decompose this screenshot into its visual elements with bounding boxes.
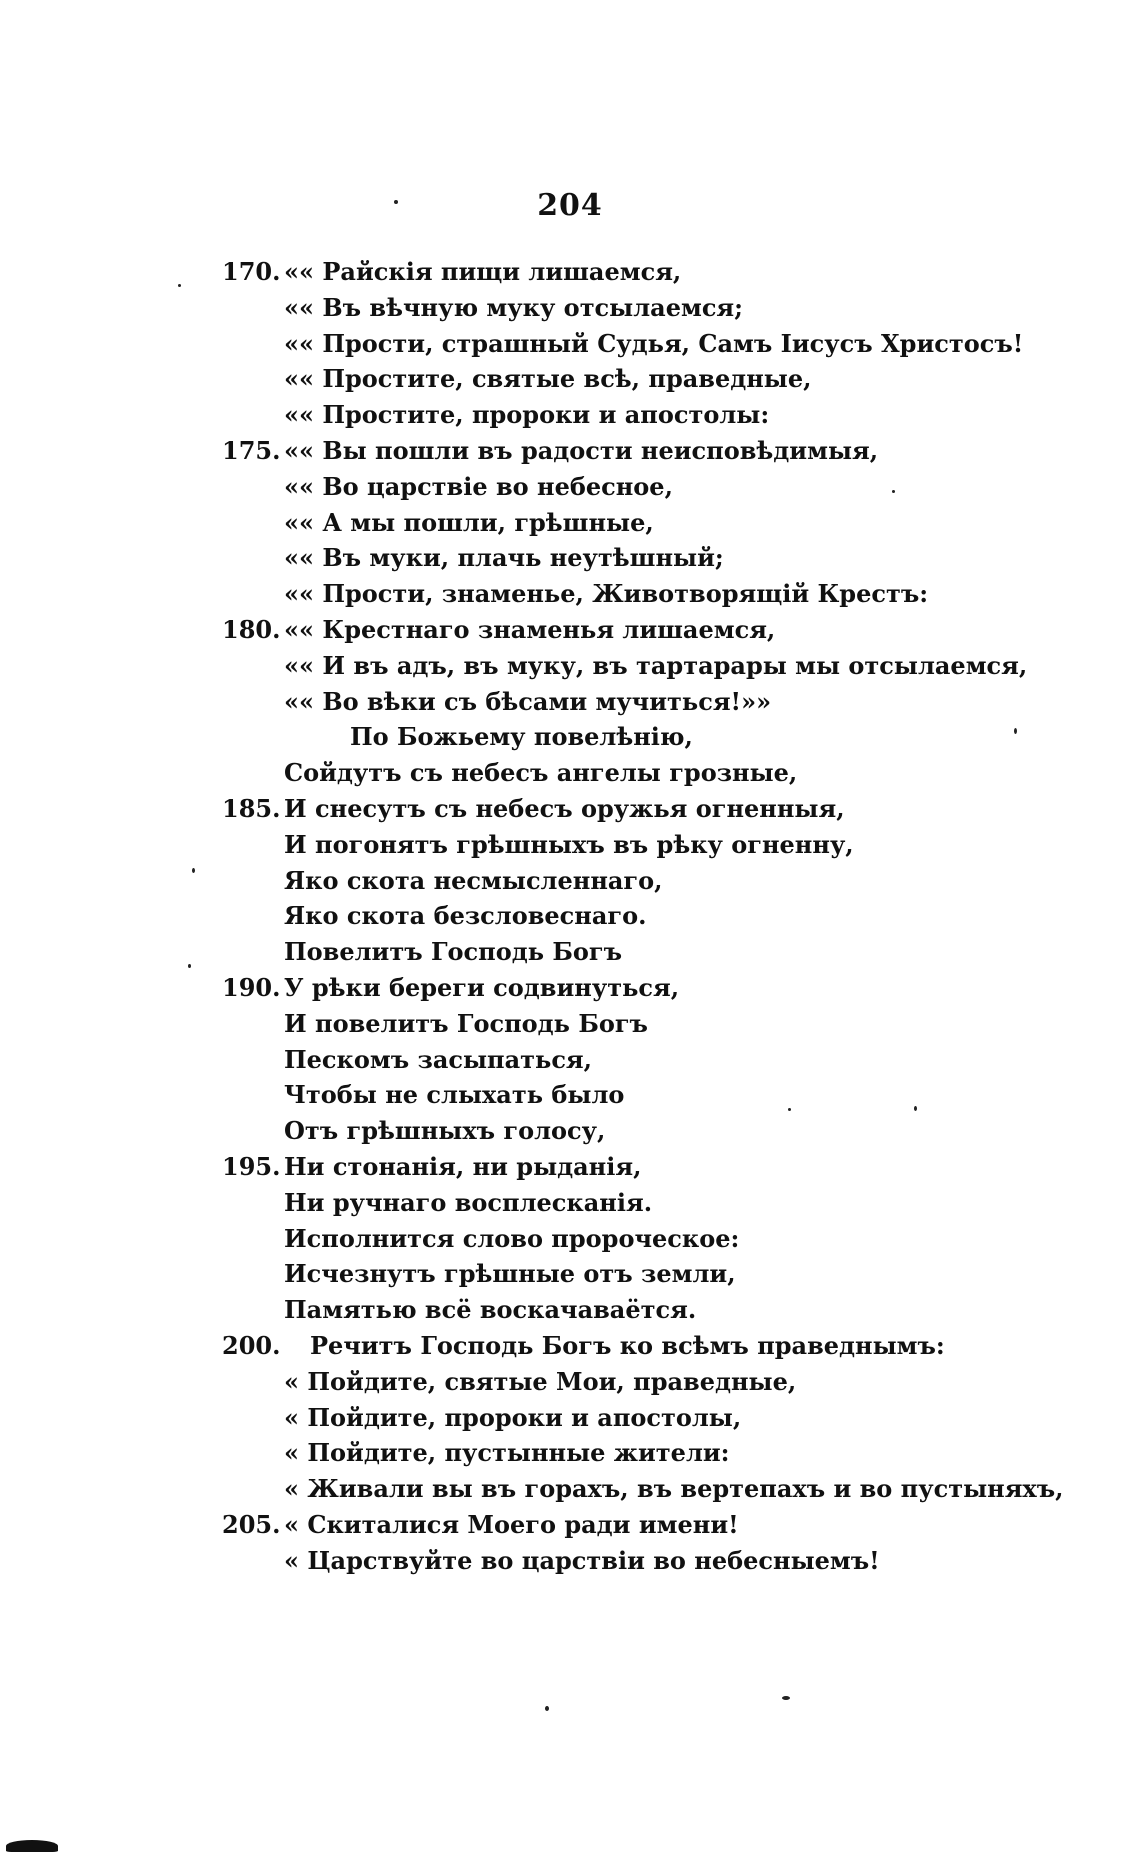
poem-line (222, 1471, 1064, 1507)
poem-line (222, 1042, 1042, 1078)
poem-line (222, 1507, 1042, 1543)
poem-line (222, 1256, 1042, 1292)
scan-speck (1014, 728, 1017, 734)
scan-speck (892, 490, 895, 493)
scan-speck (914, 1106, 917, 1111)
line-number: 200. (222, 1330, 281, 1360)
poem-line (222, 719, 1042, 755)
line-text: Памятью всё воскачаваётся. (284, 1295, 697, 1325)
scan-speck (545, 1706, 549, 1711)
poem-line (222, 540, 1042, 576)
poem-line (222, 898, 1042, 934)
line-text: Исчезнутъ грѣшные отъ земли, (284, 1259, 736, 1289)
poem-line (222, 505, 1042, 541)
poem-line (222, 1185, 1042, 1221)
poem-line (222, 934, 1042, 970)
line-text: «« Райскія пищи лишаемся, (284, 257, 682, 286)
poem-line (222, 755, 1042, 791)
line-text: Повелитъ Господь Богъ (284, 937, 623, 967)
poem-line (222, 433, 1042, 469)
poem-line (222, 254, 1042, 290)
poem-body (222, 254, 1064, 1578)
poem-line (222, 326, 1042, 362)
line-text: «« Въ вѣчную муку отсылаемся; (284, 292, 744, 322)
line-text: « Царствуйте во царствіи во небесныемъ! (284, 1545, 880, 1575)
line-text: «« Во вѣки съ бѣсами мучиться!»» (284, 686, 772, 716)
poem-line (222, 361, 1042, 397)
poem-line (222, 1006, 1042, 1042)
scan-speck (788, 1108, 791, 1111)
line-text: «« Вы пошли въ радости неисповѣдимыя, (284, 435, 879, 465)
line-text: У рѣки береги содвинуться, (284, 972, 680, 1002)
poem-line (222, 612, 1042, 648)
line-text: Исполнится слово пророческое: (284, 1223, 740, 1253)
line-text: Чтобы не слыхать было (284, 1080, 625, 1110)
line-text: И снесутъ съ небесъ оружья огненныя, (284, 793, 845, 823)
poem-line (222, 684, 1042, 720)
poem-line (222, 970, 1042, 1006)
line-text: «« Простите, пророки и апостолы: (284, 400, 770, 430)
scan-speck (178, 284, 181, 287)
poem-line (222, 1543, 1042, 1579)
poem-line (222, 469, 1042, 505)
line-text: « Пойдите, святые Мои, праведные, (284, 1366, 797, 1396)
poem-line (222, 1149, 1042, 1185)
line-number: 190. (222, 972, 281, 1002)
poem-line (222, 1328, 1042, 1364)
line-text: Ни ручнаго восплесканія. (284, 1187, 653, 1217)
poem-line (222, 827, 1042, 863)
line-text: Сойдутъ съ небесъ ангелы грозные, (284, 758, 798, 788)
poem-line (222, 1292, 1042, 1328)
poem-line (222, 648, 1042, 684)
page-number: 204 (537, 188, 603, 223)
line-text: Яко скота безсловеснаго. (284, 901, 647, 931)
poem-line (222, 576, 1042, 612)
line-text: По Божьему повелѣнію, (350, 722, 693, 752)
line-text: «« И въ адъ, въ муку, въ тартарары мы отсылаемся, (284, 650, 1028, 680)
poem-line (222, 1364, 1042, 1400)
line-text: « Живали вы въ горахъ, въ вертепахъ и во пустыняхъ, (284, 1474, 1064, 1504)
poem-line (222, 290, 1042, 326)
poem-line (222, 1435, 1042, 1471)
scan-speck (782, 1696, 790, 1700)
line-text: Отъ грѣшныхъ голосу, (284, 1116, 606, 1146)
scan-speck (192, 868, 195, 873)
line-text: «« Простите, святые всѣ, праведные, (284, 364, 812, 394)
line-text: Ни стонанія, ни рыданія, (284, 1151, 642, 1181)
poem-line (222, 1221, 1042, 1257)
scan-blot (6, 1840, 58, 1852)
line-text: «« Прости, знаменье, Животворящій Крестъ: (284, 579, 929, 609)
poem-line (222, 1113, 1042, 1149)
line-text: И погонятъ грѣшныхъ въ рѣку огненну, (284, 829, 854, 859)
line-number: 205. (222, 1509, 281, 1539)
poem-line (222, 863, 1042, 899)
line-number: 185. (222, 793, 281, 823)
poem-line (222, 1077, 1042, 1113)
line-number: 170. (222, 257, 281, 286)
line-text: И повелитъ Господь Богъ (284, 1008, 648, 1038)
line-text: Пескомъ засыпаться, (284, 1044, 593, 1074)
poem-line (222, 1400, 1042, 1436)
line-text: «« А мы пошли, грѣшные, (284, 507, 654, 537)
line-number: 180. (222, 614, 281, 644)
poem-line (222, 397, 1042, 433)
poem-line (222, 791, 1042, 827)
line-text: « Пойдите, пророки и апостолы, (284, 1402, 742, 1432)
scan-speck (394, 200, 398, 204)
line-number: 195. (222, 1151, 281, 1181)
line-text: « Скиталися Моего ради имени! (284, 1509, 739, 1539)
line-text: «« Во царствіе во небесное, (284, 471, 673, 501)
line-text: « Пойдите, пустынные жители: (284, 1438, 730, 1468)
line-text: «« Въ муки, плачь неутѣшный; (284, 543, 724, 573)
line-text: Речитъ Господь Богъ ко всѣмъ праведнымъ: (310, 1330, 945, 1360)
line-text: «« Крестнаго знаменья лишаемся, (284, 614, 776, 644)
line-text: «« Прости, страшный Судья, Самъ Іисусъ Христосъ! (284, 328, 1024, 358)
scan-speck (188, 964, 191, 968)
line-text: Яко скота несмысленнаго, (284, 865, 663, 895)
line-number: 175. (222, 435, 281, 465)
